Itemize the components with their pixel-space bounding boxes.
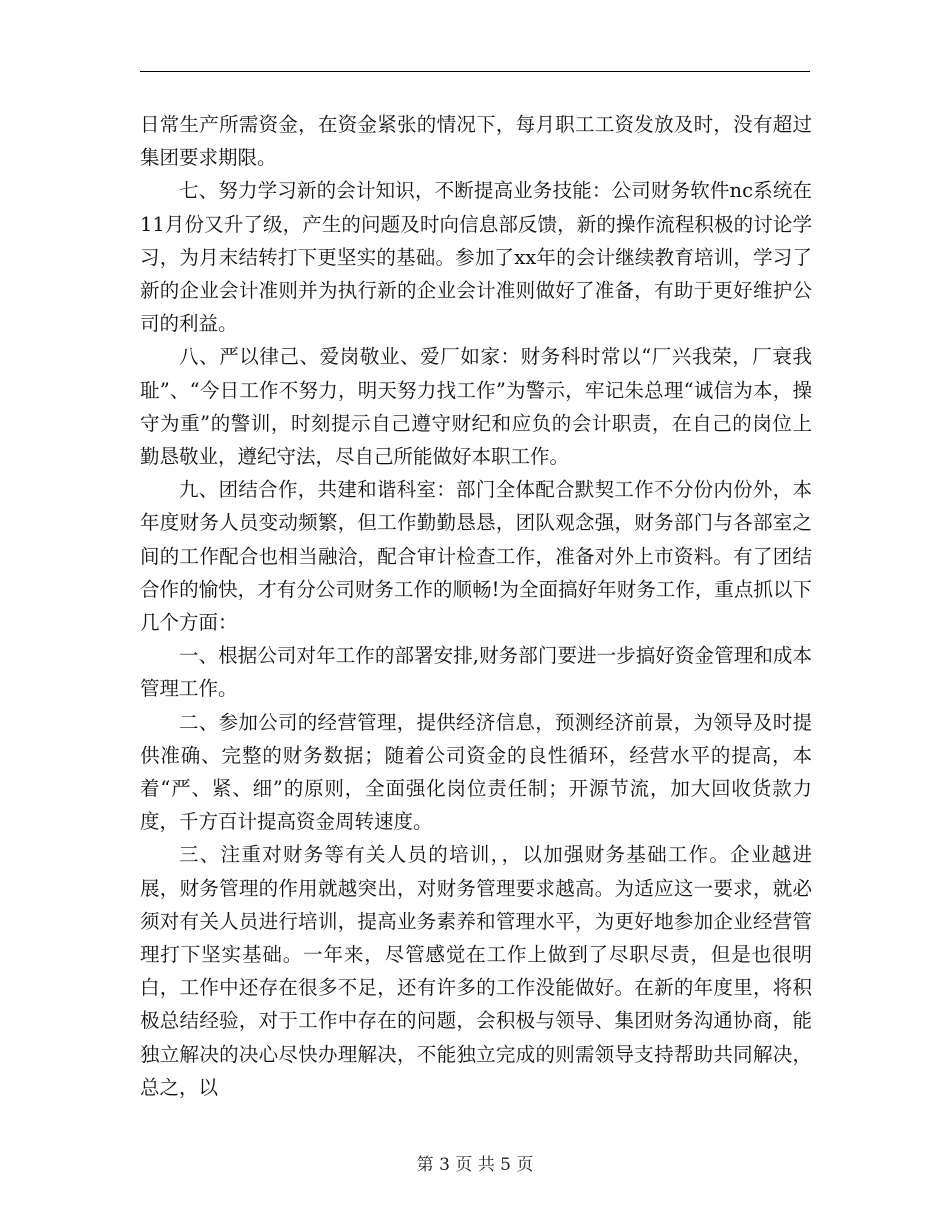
paragraph-item-9: 九、团结合作，共建和谐科室：部门全体配合默契工作不分份内份外，本年度财务人员变动频繁，但工作勤勤恳恳，团队观念强，财务部门与各部室之间的工作配合也相当融洽，配合审计检查工作，准备对外上市资料。有了团结合作的愉快，才有分公司财务工作的顺畅!为全面搞好年财务工作，重点抓以下几个方面： [140,478,812,635]
paragraph-plan-1: 一、根据公司对年工作的部署安排,财务部门要进一步搞好资金管理和成本管理工作。 [140,644,812,701]
header-rule [140,71,810,72]
paragraph-plan-2: 二、参加公司的经营管理，提供经济信息，预测经济前景，为领导及时提供准确、完整的财务数据；随着公司资金的良性循环，经营水平的提高，本着“严、紧、细”的原则，全面强化岗位责任制；开源节流，加大回收货款力度，千方百计提高资金周转速度。 [140,710,812,834]
paragraph-item-7: 七、努力学习新的会计知识，不断提高业务技能：公司财务软件nc系统在11月份又升了级，产生的问题及时向信息部反馈，新的操作流程积极的讨论学习，为月末结转打下更坚实的基础。参加了xx年的会计继续教育培训，学习了新的企业会计准则并为执行新的企业会计准则做好了准备，有助于更好维护公司的利益。 [140,179,812,336]
paragraph-plan-3: 三、注重对财务等有关人员的培训，，以加强财务基础工作。企业越进展，财务管理的作用就越突出，对财务管理要求越高。为适应这一要求，就必须对有关人员进行培训，提高业务素养和管理水平，为更好地参加企业经营管理打下坚实基础。一年来，尽管感觉在工作上做到了尽职尽责，但是也很明白，工作中还存在很多不足，还有许多的工作没能做好。在新的年度里，将积极总结经验，对于工作中存在的问题，会积极与领导、集团财务沟通协商，能独立解决的决心尽快办理解决，不能独立完成的则需领导支持帮助共同解决，总之，以 [140,843,812,1099]
paragraph-continuation: 日常生产所需资金，在资金紧张的情况下，每月职工工资发放及时，没有超过集团要求期限。 [140,113,812,170]
page-number: 第 3 页 共 5 页 [416,1155,534,1175]
document-body [140,108,812,1104]
paragraph-item-8: 八、严以律己、爱岗敬业、爱厂如家：财务科时常以“厂兴我荣，厂衰我耻”、“今日工作不努力，明天努力找工作”为警示，牢记朱总理“诚信为本，操守为重”的警训，时刻提示自己遵守财纪和应负的会计职责，在自己的岗位上勤恳敬业，遵纪守法，尽自己所能做好本职工作。 [140,345,812,469]
